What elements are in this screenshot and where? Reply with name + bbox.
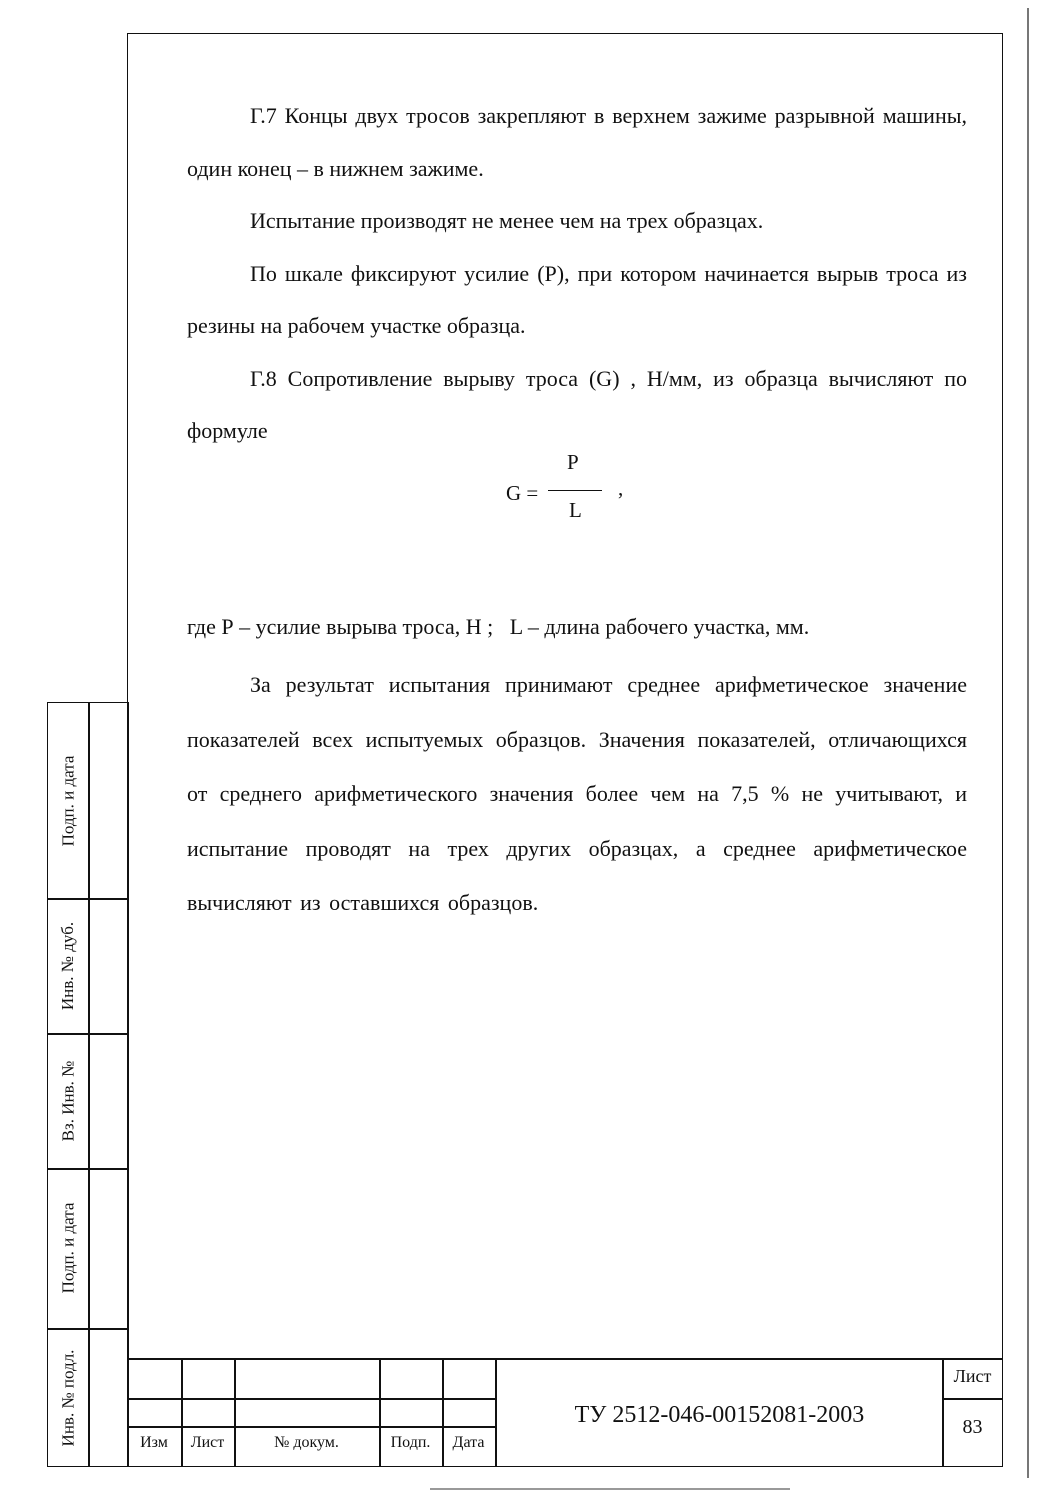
side-label-sign-date: Подп. и дата <box>58 1202 78 1294</box>
col-change-label: Изм <box>140 1434 168 1451</box>
body-text <box>187 90 967 458</box>
formula-denominator: L <box>569 498 582 522</box>
sheet-label: Лист <box>953 1366 992 1386</box>
side-label-dup-inv: Инв. № дуб. <box>58 921 78 1010</box>
col-doc-label: № докум. <box>274 1434 339 1451</box>
paragraph-result: За результат испытания принимают среднее арифметическое значение показателей всех испытуемых образцов. Значения показателей, отличающихся от среднего арифметического значения более чем на 7,5 % не учитывают, и испытание проводят на трех других образцах, а среднее арифметическое вычисляют из оставшихся образцов. <box>187 672 967 915</box>
page-edge-line <box>1027 8 1029 1478</box>
col-sign-label: Подп. <box>390 1434 431 1451</box>
title-block <box>127 1358 1003 1467</box>
fraction-bar <box>548 490 602 491</box>
paragraph-g7: Г.7 Концы двух тросов закрепляют в верхнем зажиме разрывной машины, один конец – в нижнем зажиме. <box>187 103 967 181</box>
paragraph-scale: По шкале фиксируют усилие (Р), при котором начинается вырыв троса из резины на рабочем участке образца. <box>187 260 967 338</box>
col-sheet-label: Лист <box>190 1434 225 1451</box>
page-edge-line <box>430 1488 790 1490</box>
paragraph-g8: Г.8 Сопротивление вырыву троса (G) , Н/мм, из образца вычисляют по формуле <box>187 365 967 443</box>
formula <box>500 446 650 531</box>
formula-numerator: P <box>567 450 579 474</box>
side-label-replace-inv: Вз. Инв. № <box>58 1060 77 1141</box>
result-paragraph-block <box>187 658 967 931</box>
side-label-orig-inv: Инв. № подл. <box>58 1349 77 1447</box>
sheet-number: 83 <box>962 1416 983 1438</box>
formula-legend: где Р – усилие вырыва троса, Н ; L – длина рабочего участка, мм. <box>187 614 810 639</box>
side-stamp <box>47 702 129 1467</box>
side-label-sign-date: Подп. и дата <box>58 755 78 846</box>
title-block-rule <box>127 1358 1003 1360</box>
title-block-rule <box>942 1398 1003 1400</box>
col-date-label: Дата <box>452 1434 485 1451</box>
paragraph-test-count: Испытание производят не менее чем на трех образцах. <box>250 208 764 233</box>
formula-comma: , <box>618 476 624 500</box>
side-divider <box>88 703 90 1466</box>
document-code: ТУ 2512-046-00152081-2003 <box>574 1402 865 1428</box>
formula-lhs: G = <box>506 481 539 505</box>
